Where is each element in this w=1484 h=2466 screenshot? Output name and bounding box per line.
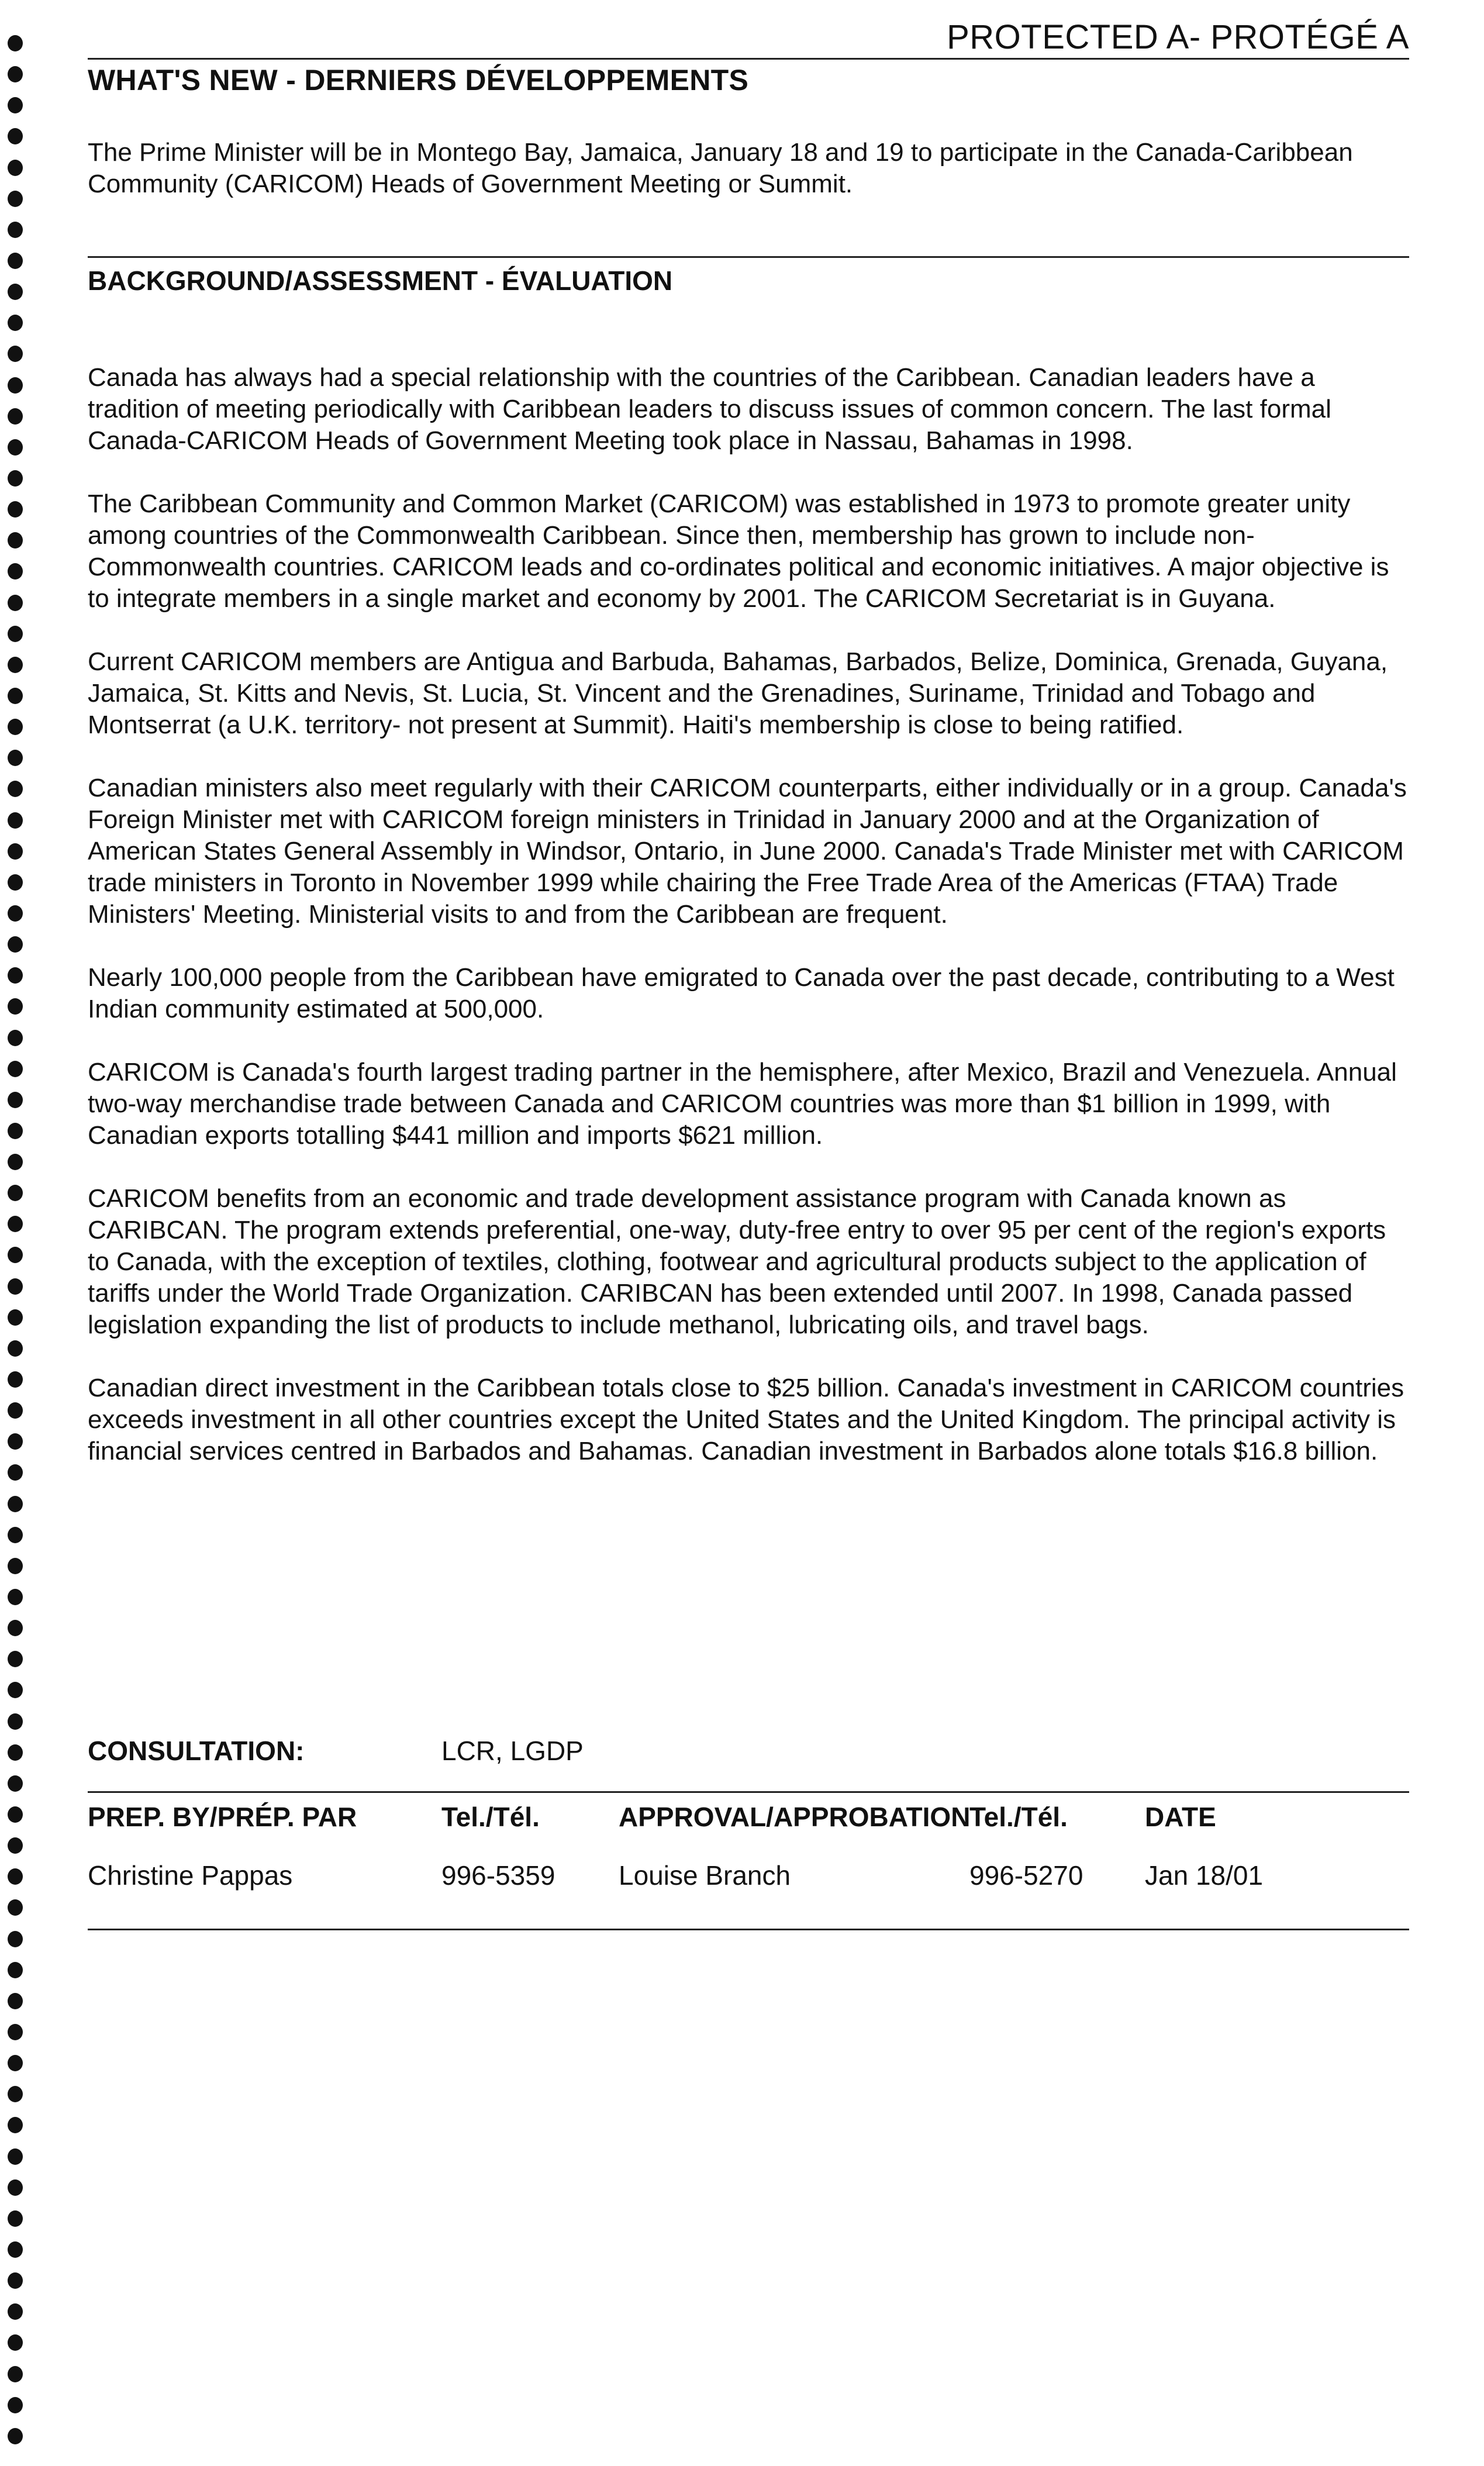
binding-hole — [8, 563, 23, 580]
background-paragraph: Nearly 100,000 people from the Caribbean have emigrated to Canada over the past decade, contributing to a West Indian community estimated at 500,000. — [88, 963, 1395, 1023]
divider — [88, 1929, 1409, 1930]
divider — [88, 1791, 1409, 1793]
binding-hole — [8, 874, 23, 891]
binding-hole — [8, 2210, 23, 2227]
binding-hole — [8, 1589, 23, 1605]
binding-hole — [8, 1682, 23, 1698]
binding-hole — [8, 1868, 23, 1885]
binding-hole — [8, 2086, 23, 2102]
binding-hole — [8, 222, 23, 238]
approval-value: Louise Branch — [619, 1860, 791, 1891]
binding-hole — [8, 408, 23, 425]
binding-hole — [8, 1651, 23, 1667]
binding-hole — [8, 1340, 23, 1357]
background-paragraph: CARICOM benefits from an economic and trade development assistance program with Canada known as CARIBCAN. The program extends preferential, one-way, duty-free entry to over 95 per cent of the region's exports to Canada, with the exception of textiles, clothing, footwear and agricultural products subject to the application of tariffs under the World Trade Organization. CARIBCAN has been extended until 2007. In 1998, Canada passed legislation expanding the list of products to include methanol, lubricating oils, and travel bags. — [88, 1184, 1386, 1339]
date-header: DATE — [1145, 1802, 1216, 1832]
binding-hole — [8, 1837, 23, 1854]
binding-hole — [8, 688, 23, 704]
consultation-row — [88, 1735, 1409, 1767]
background-paragraph: Current CARICOM members are Antigua and Barbuda, Bahamas, Barbados, Belize, Dominica, Grenada, Guyana, Jamaica, St. Kitts and Nevis, St. Lucia, St. Vincent and the Grenadines, Suriname, Trinidad and Tobago and Montserrat (a U.K. territory- not present at Summit). Haiti's membership is close to being ratified. — [88, 647, 1388, 739]
background-body — [88, 362, 1409, 1467]
background-heading: BACKGROUND/ASSESSMENT - ÉVALUATION — [88, 265, 673, 296]
tel-value: 996-5270 — [969, 1860, 1083, 1891]
binding-hole — [8, 191, 23, 207]
binding-hole — [8, 1030, 23, 1046]
prep-values-row — [88, 1860, 1409, 1891]
tel-header: Tel./Tél. — [969, 1802, 1068, 1832]
divider — [88, 256, 1409, 258]
binding-hole — [8, 315, 23, 331]
binding-hole — [8, 1962, 23, 1978]
binding-hole — [8, 439, 23, 456]
tel-value: 996-5359 — [441, 1860, 555, 1891]
binding-hole — [8, 1402, 23, 1419]
binding-hole — [8, 253, 23, 269]
prepared-by-header: PREP. BY/PRÉP. PAR — [88, 1802, 357, 1832]
background-paragraph: The Caribbean Community and Common Market (CARICOM) was established in 1973 to promote greater unity among countries of the Commonwealth Caribbean. Since then, membership has grown to include non-Commonwealth countries. CARICOM leads and co-ordinates political and economic initiatives. A major objective is to integrate members in a single market and economy by 2001. The CARICOM Secretariat is in Guyana. — [88, 489, 1389, 613]
binding-hole — [8, 2148, 23, 2165]
binding-hole — [8, 1278, 23, 1295]
binding-hole — [8, 346, 23, 362]
binding-hole — [8, 66, 23, 82]
binding-hole — [8, 1092, 23, 1108]
background-paragraph: Canada has always had a special relationship with the countries of the Caribbean. Canadian leaders have a tradition of meeting periodically with Caribbean leaders to discuss issues of common concern. The last formal Canada-CARICOM Heads of Government Meeting took place in Nassau, Bahamas in 1998. — [88, 363, 1331, 455]
binding-hole — [8, 626, 23, 642]
binding-hole — [8, 2366, 23, 2382]
binding-hole — [8, 35, 23, 51]
binding-hole — [8, 812, 23, 829]
binding-holes — [4, 35, 27, 2444]
binding-hole — [8, 843, 23, 860]
binding-hole — [8, 998, 23, 1015]
whats-new-text: The Prime Minister will be in Montego Bay, Jamaica, January 18 and 19 to participate in the Canada-Caribbean Community (CARICOM) Heads of Government Meeting or Summit. — [88, 138, 1353, 198]
binding-hole — [8, 501, 23, 518]
binding-hole — [8, 284, 23, 300]
binding-hole — [8, 1061, 23, 1077]
binding-hole — [8, 1806, 23, 1823]
binding-hole — [8, 1154, 23, 1170]
binding-hole — [8, 1744, 23, 1761]
background-paragraph: CARICOM is Canada's fourth largest trading partner in the hemisphere, after Mexico, Brazil and Venezuela. Annual two-way merchandise trade between Canada and CARICOM countries was more than $1 billion in 1999, with Canadian exports totalling $441 million and imports $621 million. — [88, 1058, 1397, 1150]
binding-hole — [8, 1309, 23, 1326]
binding-hole — [8, 1558, 23, 1574]
binding-hole — [8, 2303, 23, 2320]
tel-header: Tel./Tél. — [441, 1802, 540, 1832]
binding-hole — [8, 1899, 23, 1916]
binding-hole — [8, 1527, 23, 1543]
binding-hole — [8, 719, 23, 735]
binding-hole — [8, 1123, 23, 1139]
whats-new-heading: WHAT'S NEW - DERNIERS DÉVELOPPEMENTS — [88, 64, 749, 96]
prep-header-row — [88, 1801, 1409, 1833]
binding-hole — [8, 532, 23, 549]
binding-hole — [8, 2179, 23, 2196]
binding-hole — [8, 128, 23, 144]
binding-hole — [8, 2428, 23, 2444]
consultation-label: CONSULTATION: — [88, 1736, 305, 1766]
binding-hole — [8, 1464, 23, 1481]
binding-hole — [8, 1993, 23, 2009]
binding-hole — [8, 160, 23, 176]
binding-hole — [8, 2117, 23, 2133]
binding-hole — [8, 1496, 23, 1512]
binding-hole — [8, 377, 23, 394]
binding-hole — [8, 1775, 23, 1792]
binding-hole — [8, 1620, 23, 1636]
binding-hole — [8, 1713, 23, 1730]
prepared-by-value: Christine Pappas — [88, 1860, 293, 1891]
binding-hole — [8, 2272, 23, 2289]
approval-header: APPROVAL/APPROBATION — [619, 1802, 971, 1832]
binding-hole — [8, 781, 23, 797]
binding-hole — [8, 1433, 23, 1450]
date-value: Jan 18/01 — [1145, 1860, 1264, 1891]
background-paragraph: Canadian direct investment in the Caribbean totals close to $25 billion. Canada's investment in CARICOM countries exceeds investment in all other countries except the United States and the United Kingdom. The principal activity is financial services centred in Barbados and Bahamas. Canadian investment in Barbados alone totals $16.8 billion. — [88, 1374, 1404, 1465]
binding-hole — [8, 595, 23, 611]
classification-header — [88, 18, 1409, 60]
background-paragraph: Canadian ministers also meet regularly with their CARICOM counterparts, either individually or in a group. Canada's Foreign Minister met with CARICOM foreign ministers in Trinidad in January 2000 and at the Organization of American States General Assembly in Windsor, Ontario, in June 2000. Canada's Trade Minister met with CARICOM trade ministers in Toronto in November 1999 while chairing the Free Trade Area of the Americas (FTAA) Trade Ministers' Meeting. Ministerial visits to and from the Caribbean are frequent. — [88, 774, 1407, 929]
binding-hole — [8, 2397, 23, 2413]
binding-hole — [8, 2334, 23, 2351]
binding-hole — [8, 1185, 23, 1201]
binding-hole — [8, 1931, 23, 1947]
binding-hole — [8, 1371, 23, 1388]
consultation-value: LCR, LGDP — [441, 1736, 584, 1766]
binding-hole — [8, 657, 23, 673]
binding-hole — [8, 2024, 23, 2040]
binding-hole — [8, 1247, 23, 1263]
binding-hole — [8, 936, 23, 953]
binding-hole — [8, 470, 23, 487]
binding-hole — [8, 2055, 23, 2071]
binding-hole — [8, 2241, 23, 2258]
binding-hole — [8, 97, 23, 113]
briefing-note — [88, 18, 1409, 1930]
binding-hole — [8, 750, 23, 766]
binding-hole — [8, 967, 23, 984]
protected-label: PROTECTED A- PROTÉGÉ A — [947, 18, 1409, 56]
binding-hole — [8, 905, 23, 922]
binding-hole — [8, 1216, 23, 1232]
